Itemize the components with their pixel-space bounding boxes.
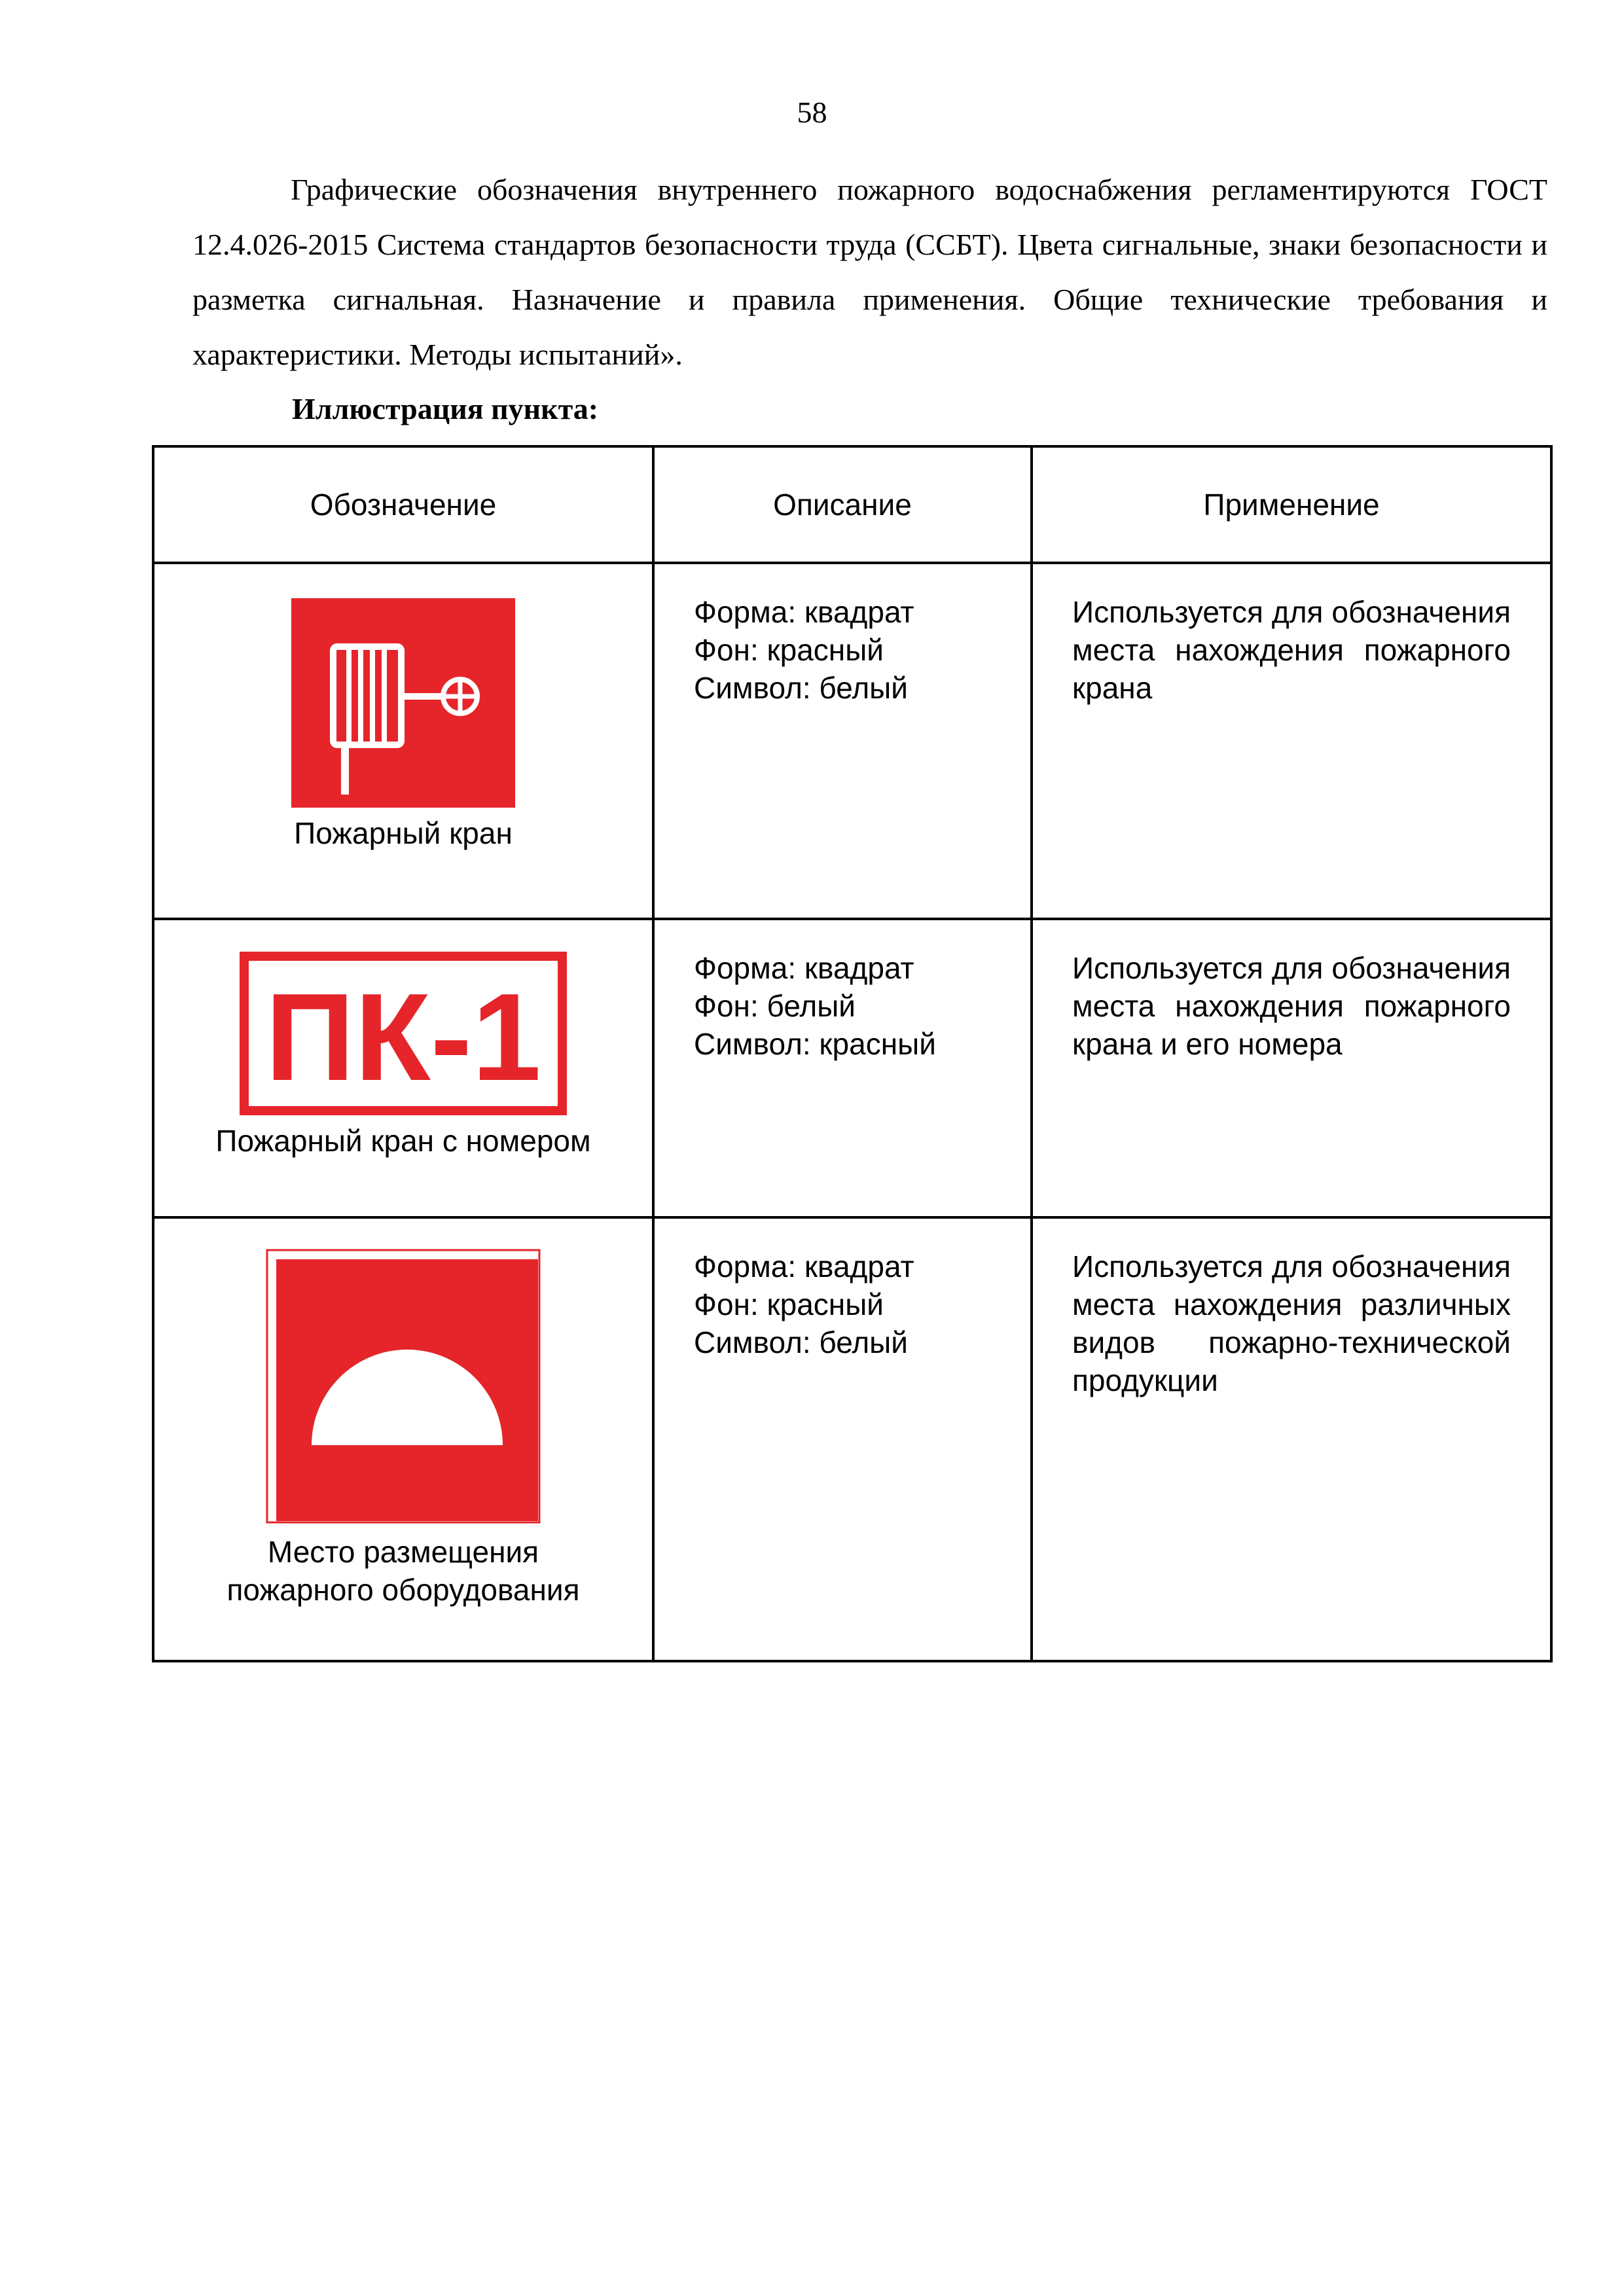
- background-text: Фон: красный: [694, 633, 884, 667]
- form-text: Форма: квадрат: [694, 951, 914, 985]
- usage-cell: Используется для обозначения места нахождения пожарного крана: [1032, 563, 1551, 919]
- symbol-text: Символ: белый: [694, 671, 908, 705]
- sign-cell: [153, 1217, 653, 1661]
- form-text: Форма: квадрат: [694, 595, 914, 629]
- usage-cell: Используется для обозначения места нахождения пожарного крана и его номера: [1032, 919, 1551, 1217]
- table-header-row: [153, 446, 1551, 563]
- fire-hose-reel-icon: [291, 598, 515, 808]
- sign-cell: [153, 563, 653, 919]
- header-usage: Применение: [1032, 446, 1551, 563]
- table-row: [153, 563, 1551, 919]
- table-row: [153, 919, 1551, 1217]
- pk1-sign-icon: [240, 952, 567, 1115]
- table-row: [153, 1217, 1551, 1661]
- usage-cell: Используется для обозначения места нахождения различных видов пожарно-технической продукции: [1032, 1217, 1551, 1661]
- illustration-heading: Иллюстрация пункта:: [292, 392, 599, 425]
- sign-caption-line: Место размещения: [267, 1535, 539, 1569]
- form-text: Форма: квадрат: [694, 1249, 914, 1283]
- background-text: Фон: белый: [694, 989, 856, 1023]
- sign-cell: [153, 919, 653, 1217]
- description-cell: [653, 1217, 1032, 1661]
- header-sign: Обозначение: [153, 446, 653, 563]
- symbol-text: Символ: красный: [694, 1027, 936, 1061]
- intro-paragraph: Графические обозначения внутреннего пожарного водоснабжения регламентируются ГОСТ 12.4.026-2015 Система стандартов безопасности труда (ССБТ). Цвета сигнальные, знаки безопасности и разметка сигнальная. Назначение и правила применения. Общие технические требования и характеристики. Методы испытаний».: [192, 173, 1547, 371]
- sign-caption-line: пожарного оборудования: [226, 1573, 580, 1607]
- fire-equipment-location-icon: [266, 1249, 541, 1524]
- background-text: Фон: красный: [694, 1287, 884, 1321]
- signs-table: [152, 445, 1553, 1662]
- sign-caption: Пожарный кран: [294, 816, 513, 850]
- description-cell: [653, 919, 1032, 1217]
- sign-caption: Пожарный кран с номером: [215, 1124, 591, 1158]
- header-description: Описание: [653, 446, 1032, 563]
- page-number: 58: [797, 96, 827, 129]
- description-cell: [653, 563, 1032, 919]
- pk1-sign-text: ПК-1: [265, 968, 541, 1107]
- symbol-text: Символ: белый: [694, 1325, 908, 1359]
